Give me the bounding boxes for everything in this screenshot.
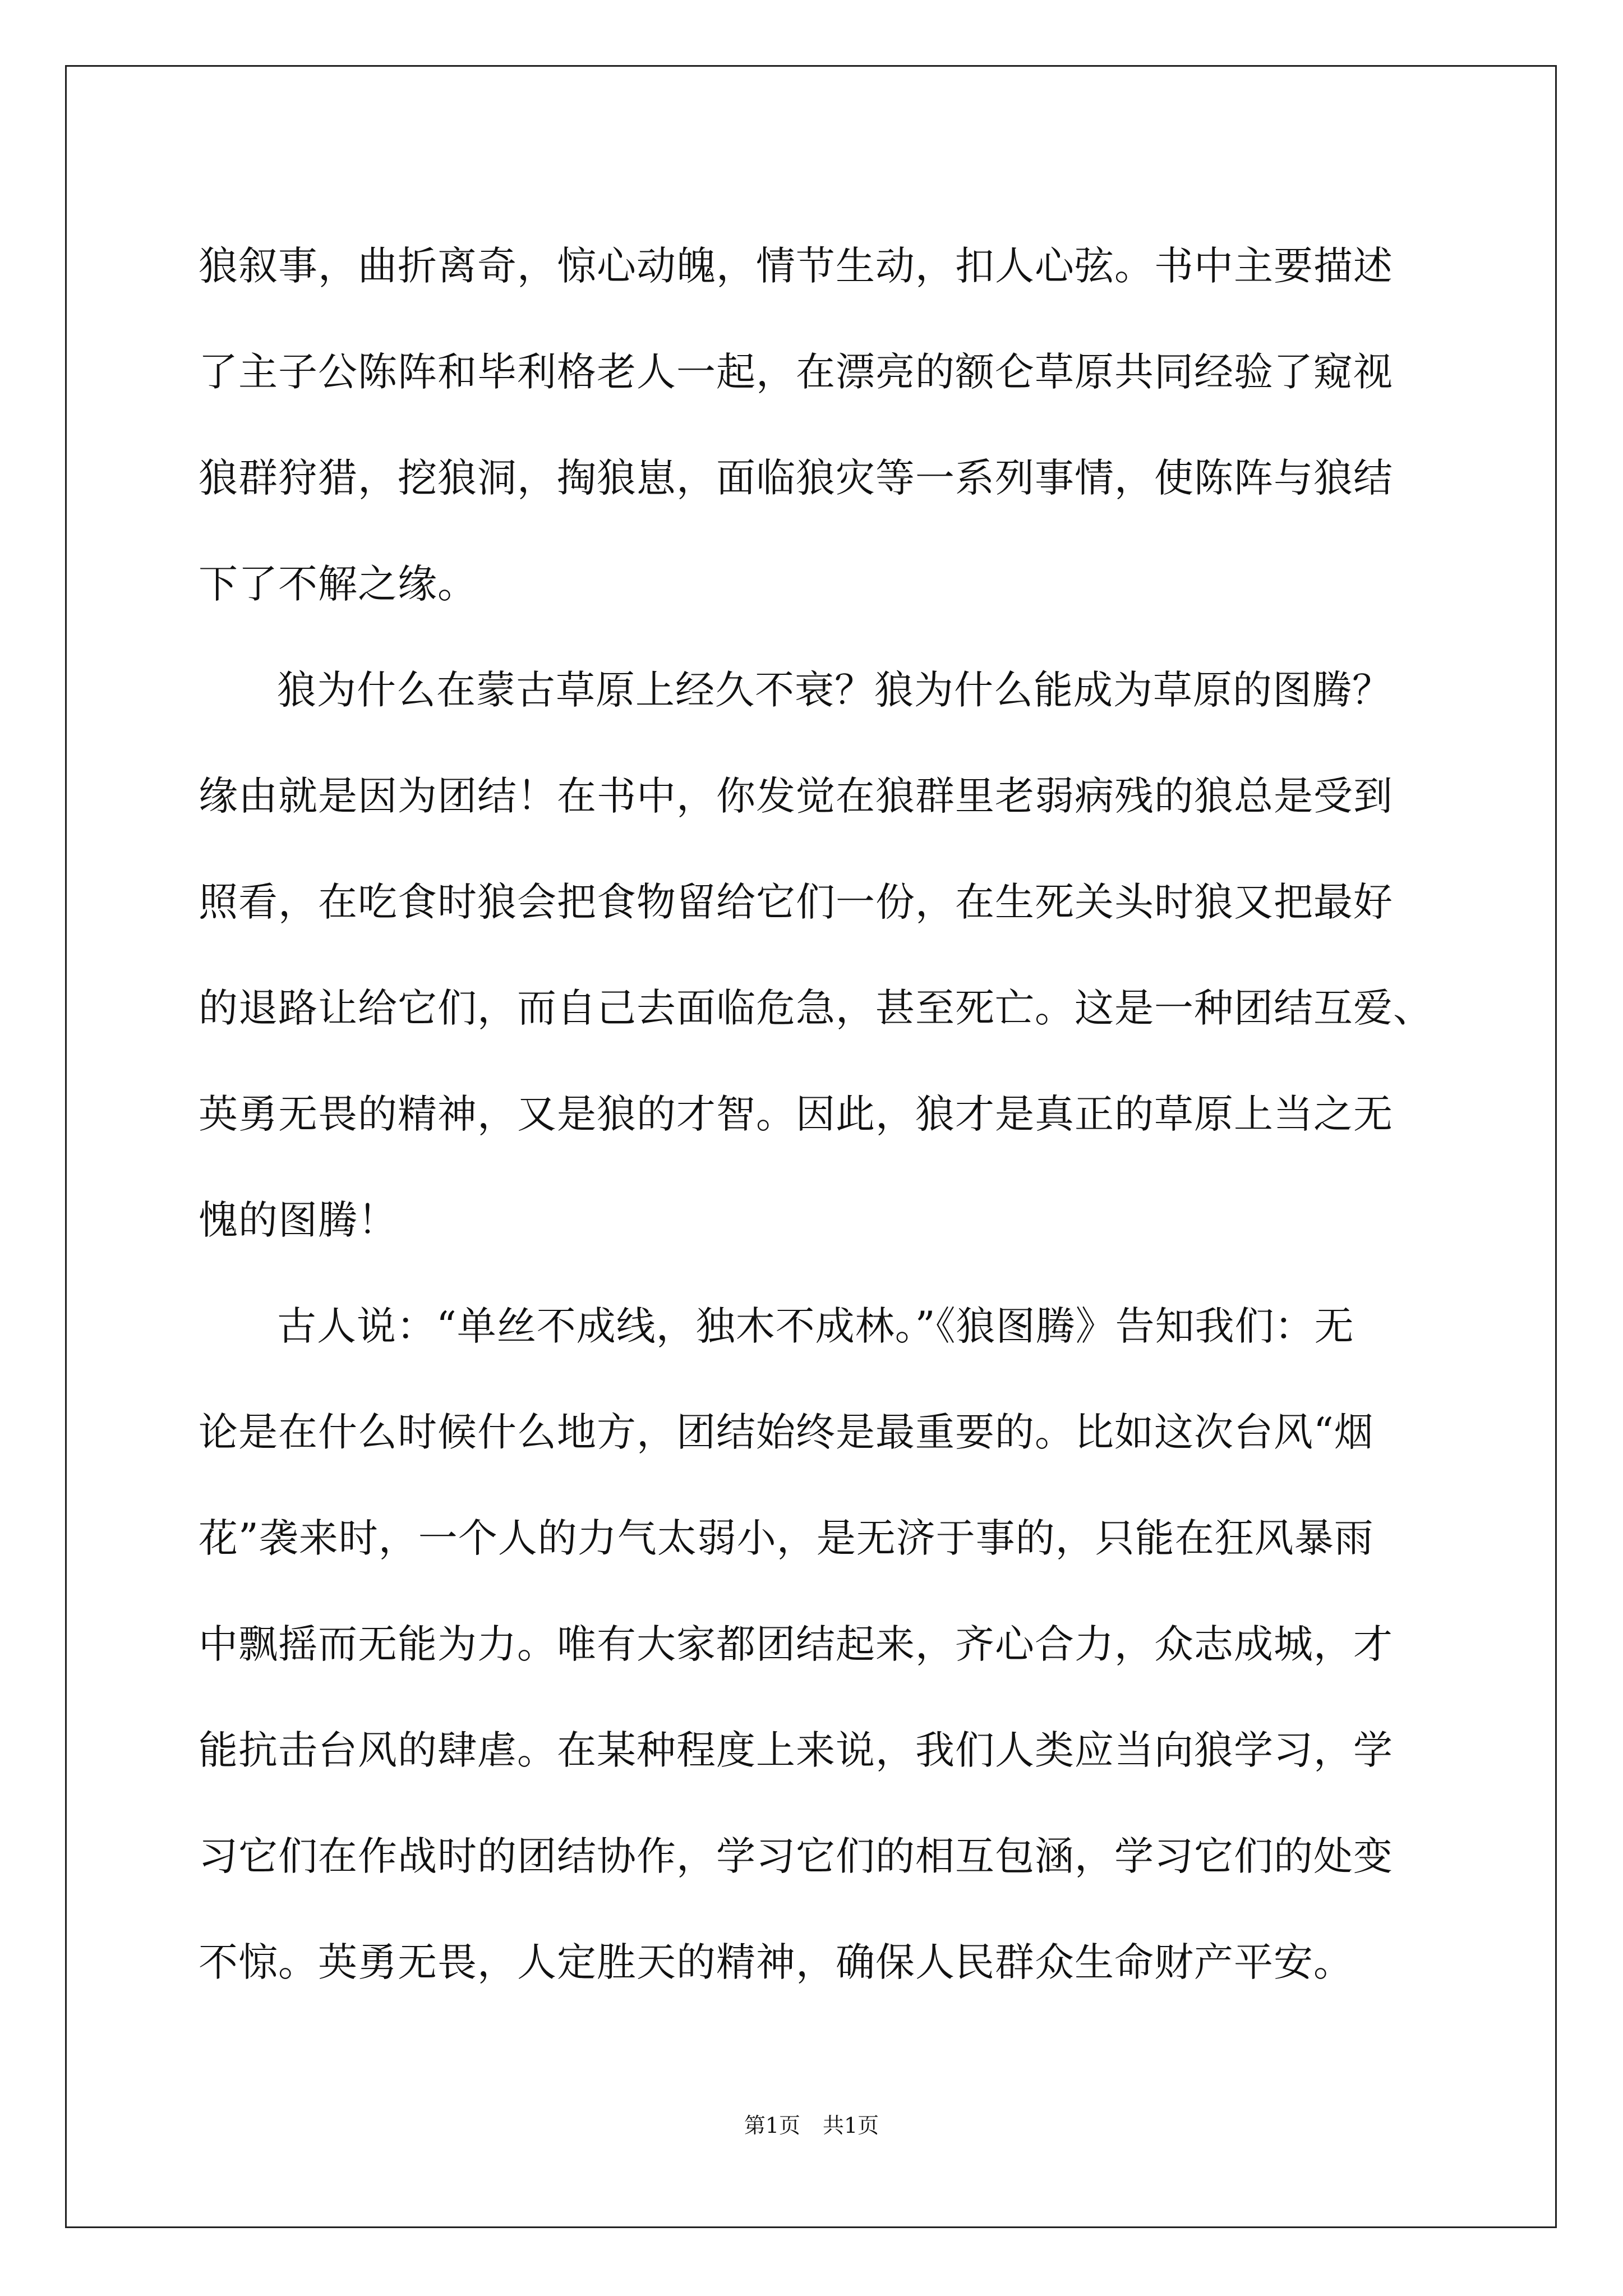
text-line: 论是在什么时候什么地方，团结始终是最重要的。比如这次台风“烟 (199, 1409, 1374, 1455)
text-line: 能抗击台风的肆虐。在某种程度上来说，我们人类应当向狼学习，学 (199, 1727, 1393, 1773)
text-line: 狼为什么在蒙古草原上经久不衰？狼为什么能成为草原的图腾？ (277, 667, 1392, 713)
page-number: 第1页 (744, 2113, 800, 2138)
text-line: 照看，在吃食时狼会把食物留给它们一份，在生死关头时狼又把最好 (199, 879, 1393, 925)
text-line: 古人说：“单丝不成线，独木不成林。”《狼图腾》告知我们：无 (277, 1303, 1354, 1349)
page-footer (0, 2111, 1623, 2139)
document-body (199, 213, 1432, 2016)
text-line: 愧的图腾！ (199, 1197, 398, 1243)
text-line: 狼叙事，曲折离奇，惊心动魄，情节生动，扣人心弦。书中主要描述 (199, 243, 1393, 289)
text-line: 习它们在作战时的团结协作，学习它们的相互包涵，学习它们的处变 (199, 1833, 1393, 1879)
text-line: 狼群狩猎，挖狼洞，掏狼崽，面临狼灾等一系列事情，使陈阵与狼结 (199, 455, 1393, 501)
text-line: 花”袭来时，一个人的力气太弱小，是无济于事的，只能在狂风暴雨 (199, 1515, 1374, 1561)
text-line: 缘由就是因为团结！在书中，你发觉在狼群里老弱病残的狼总是受到 (199, 773, 1393, 819)
text-line: 的退路让给它们，而自己去面临危急，甚至死亡。这是一种团结互爱、 (199, 985, 1433, 1031)
text-line: 英勇无畏的精神，又是狼的才智。因此，狼才是真正的草原上当之无 (199, 1091, 1393, 1137)
page-total: 共1页 (823, 2113, 879, 2138)
text-line: 了主子公陈阵和毕利格老人一起，在漂亮的额仑草原共同经验了窥视 (199, 349, 1393, 395)
text-line: 下了不解之缘。 (199, 561, 477, 607)
text-line: 不惊。英勇无畏，人定胜天的精神，确保人民群众生命财产平安。 (199, 1939, 1353, 1985)
text-line: 中飘摇而无能为力。唯有大家都团结起来，齐心合力，众志成城，才 (199, 1621, 1393, 1667)
